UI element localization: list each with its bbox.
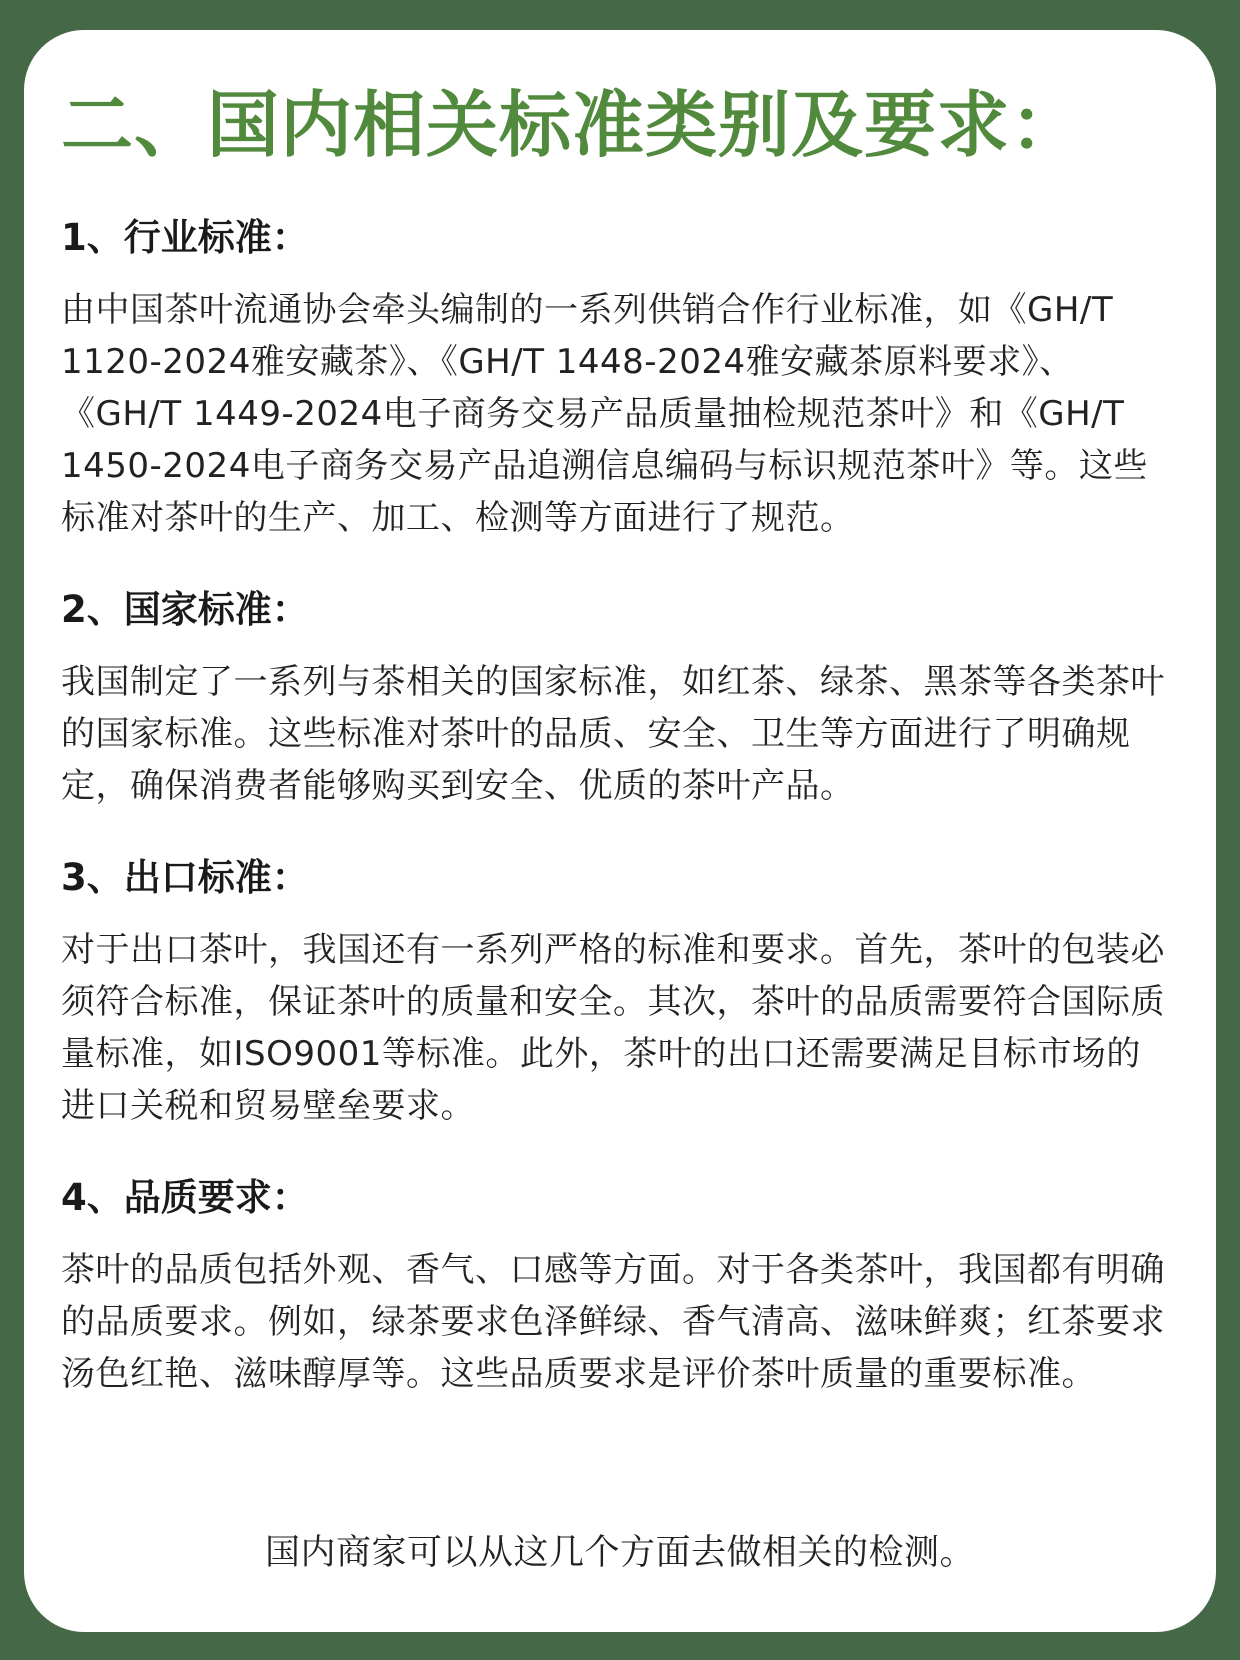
section-heading: 2、国家标准： [61, 588, 309, 631]
section-heading: 3、出口标准： [61, 856, 309, 899]
section-body: 我国制定了一系列与茶相关的国家标准，如红茶、绿茶、黑茶等各类茶叶的国家标准。这些标准对茶叶的品质、安全、卫生等方面进行了明确规定，确保消费者能够购买到安全、优质的茶叶产品。 [61, 662, 1165, 806]
content-card [24, 30, 1216, 1632]
footer-note: 国内商家可以从这几个方面去做相关的检测。 [264, 1533, 975, 1573]
page-title: 二、国内相关标准类别及要求： [61, 83, 1084, 167]
section-export-standards [61, 852, 1172, 1132]
section-industry-standards [61, 212, 1172, 544]
section-body: 茶叶的品质包括外观、香气、口感等方面。对于各类茶叶，我国都有明确的品质要求。例如，绿茶要求色泽鲜绿、香气清高、滋味鲜爽；红茶要求汤色红艳、滋味醇厚等。这些品质要求是评价茶叶质量的重要标准。 [61, 1250, 1165, 1394]
section-national-standards [61, 584, 1172, 812]
section-quality-requirements [61, 1172, 1172, 1400]
section-body: 由中国茶叶流通协会牵头编制的一系列供销合作行业标准，如《GH/T 1120-2024雅安藏茶》、《GH/T 1448-2024雅安藏茶原料要求》、《GH/T 1449-2024电子商务交易产品质量抽检规范茶叶》和《GH/T 1450-2024电子商务交易产品追溯信息编码与标识规范茶叶》等。这些标准对茶叶的生产、加工、检测等方面进行了规范。 [61, 290, 1148, 538]
section-heading: 1、行业标准： [61, 216, 309, 259]
section-body: 对于出口茶叶，我国还有一系列严格的标准和要求。首先，茶叶的包装必须符合标准，保证茶叶的质量和安全。其次，茶叶的品质需要符合国际质量标准，如ISO9001等标准。此外，茶叶的出口还需要满足目标市场的进口关税和贸易壁垒要求。 [61, 930, 1165, 1126]
section-heading: 4、品质要求： [61, 1176, 309, 1219]
